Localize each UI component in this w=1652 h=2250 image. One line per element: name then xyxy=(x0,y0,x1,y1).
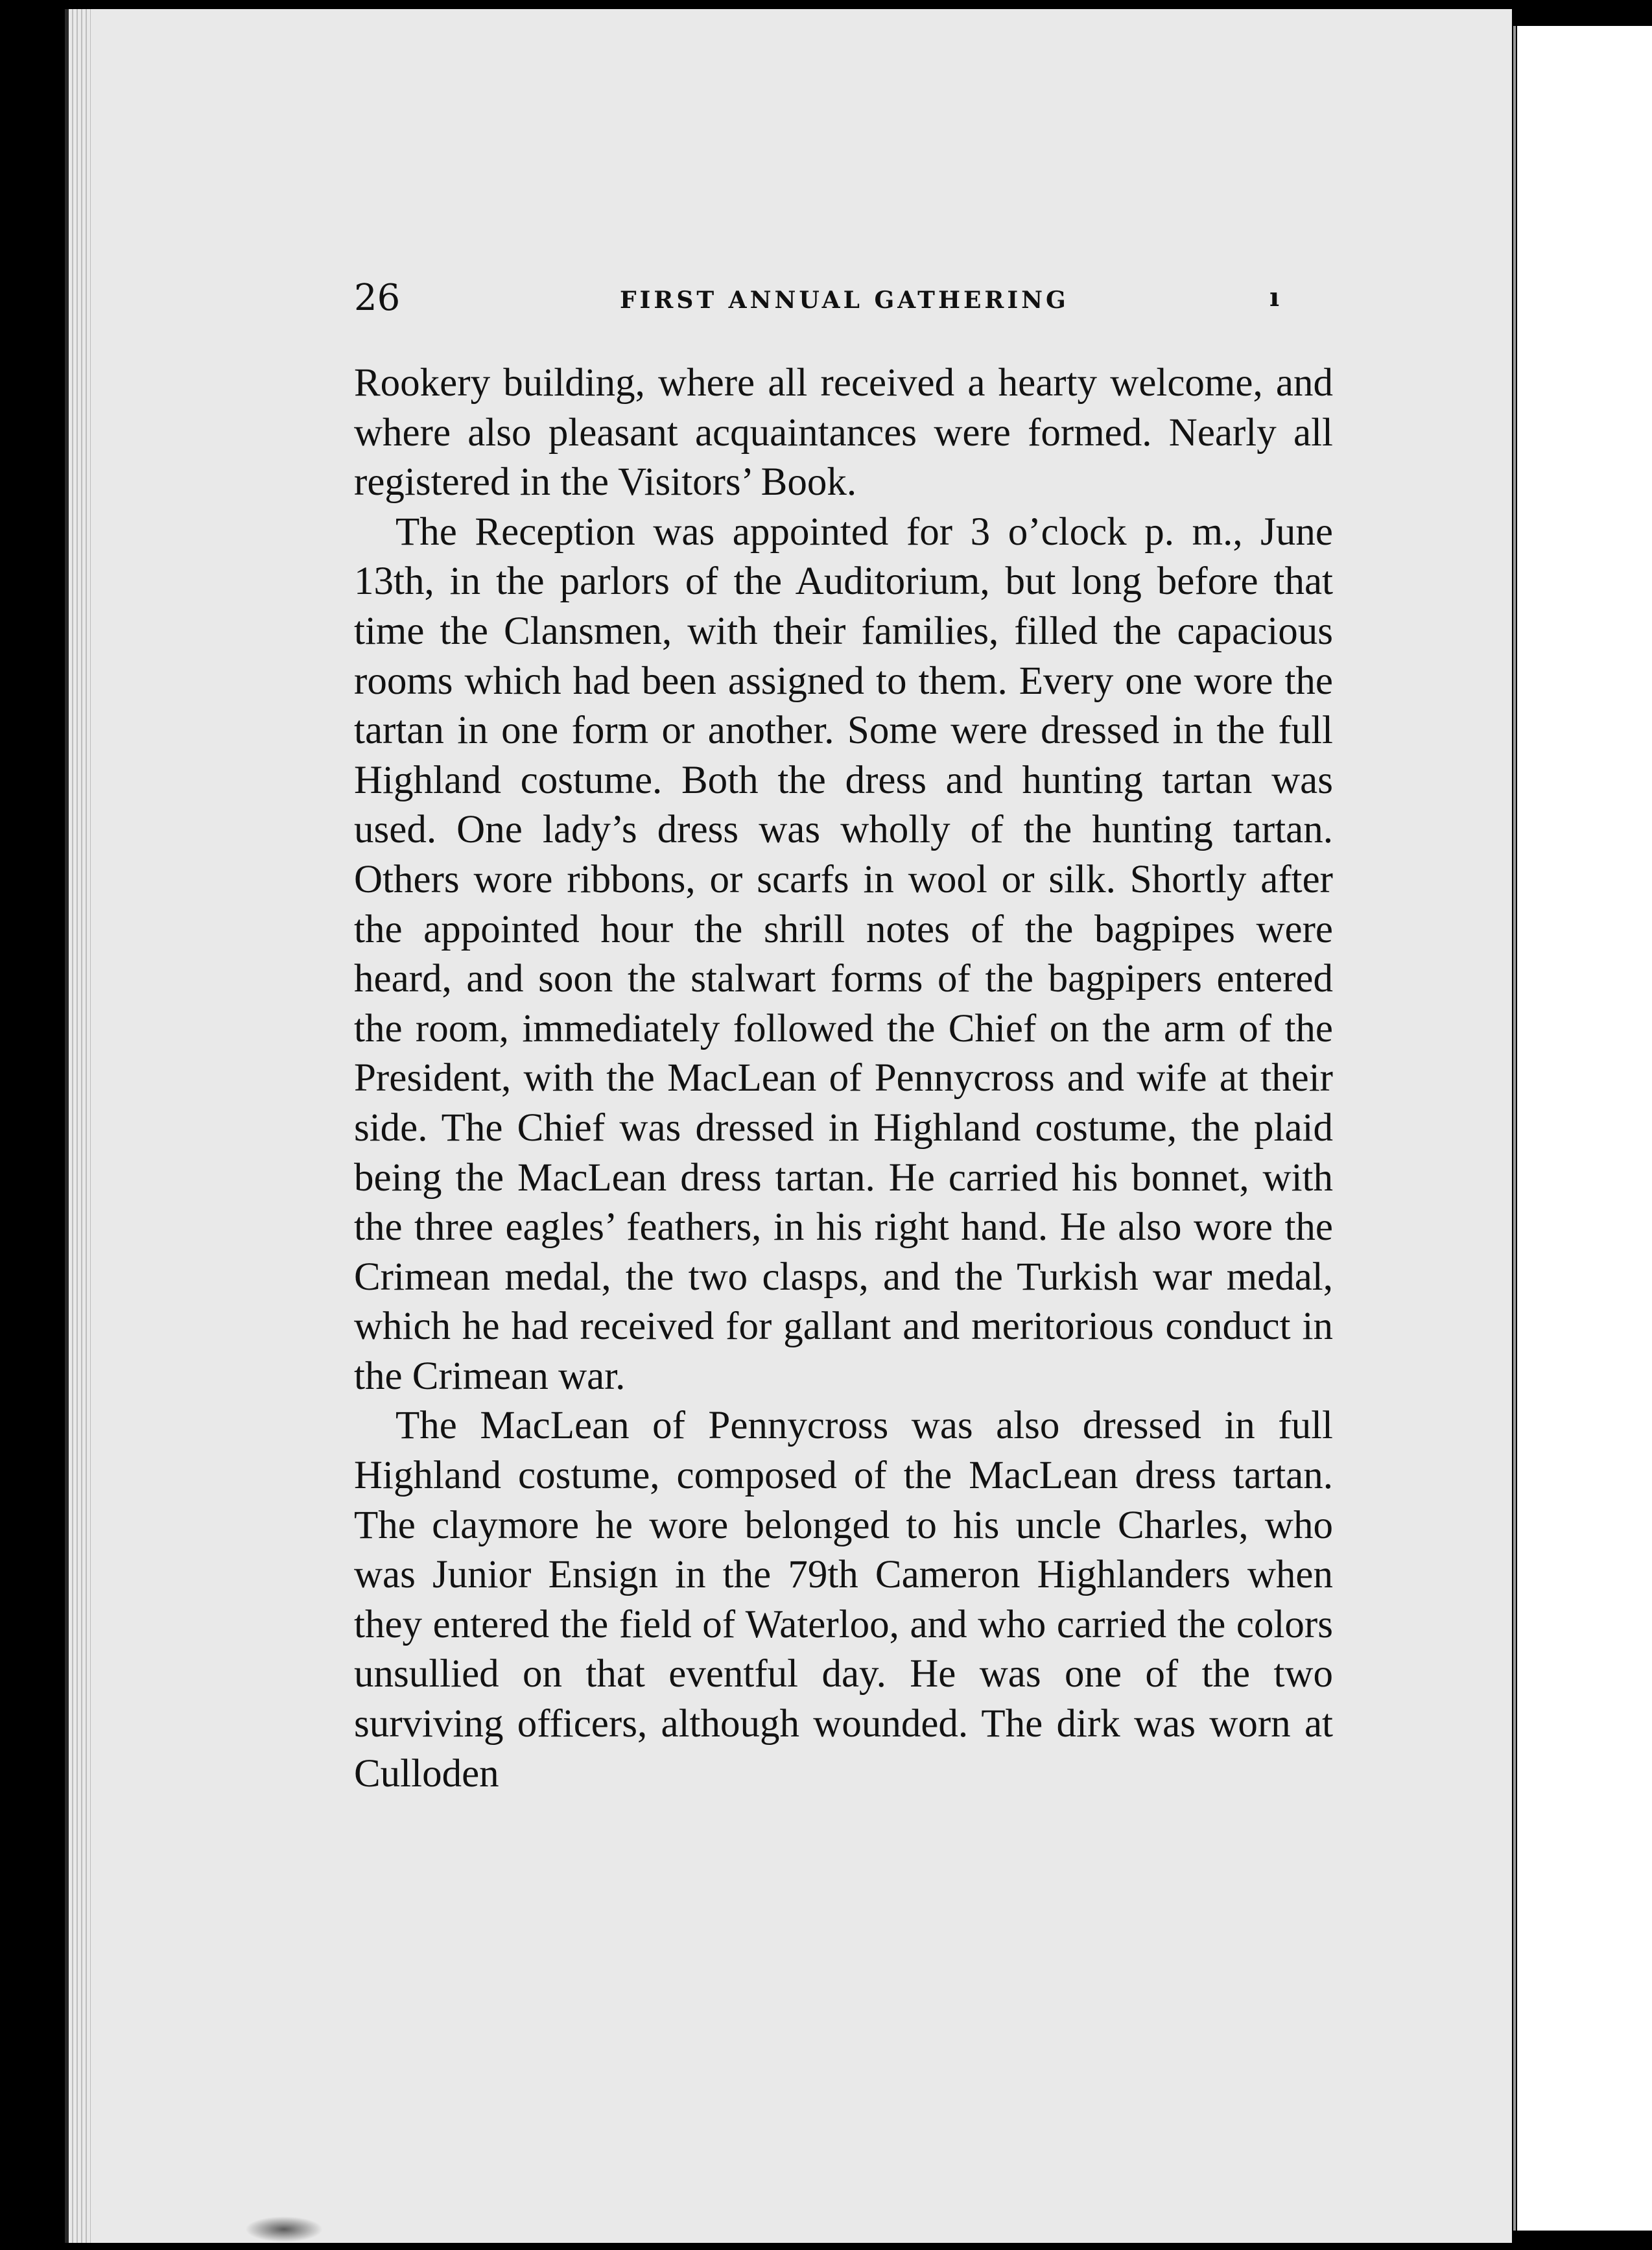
paragraph-2: The Reception was appointed for 3 o’clock p. m., June 13th, in the parlors of the Auditorium, but long before that time the Clansmen, with their families, filled the capacious rooms which had been assigned to them. Every one wore the tartan in one form or another. Some were dressed in the full Highland costume. Both the dress and hunting tartan was used. One lady’s dress was wholly of the hunting tartan. Others wore ribbons, or scarfs in wool or silk. Shortly after the appointed hour the shrill notes of the bagpipes were heard, and soon the stalwart forms of the bagpipers entered the room, immediately followed the Chief on the arm of the President, with the MacLean of Pennycross and wife at their side. The Chief was dressed in Highland costume, the plaid being the MacLean dress tartan. He carried his bonnet, with the three eagles’ feathers, in his right hand. He also wore the Crimean medal, the two clasps, and the Turkish war medal, which he had received for gallant and meritorious conduct in the Crimean war. xyxy=(354,510,1333,1398)
paragraph-3: The MacLean of Pennycross was also dressed in full Highland costume, composed of the MacLean dress tartan. The claymore he wore belonged to his uncle Charles, who was Junior Ensign in the 79th Cameron Highlanders when they entered the field of Waterloo, and who carried the colors unsullied on that eventful day. He was one of the two surviving officers, although wounded. The dirk was worn at Culloden xyxy=(354,1404,1333,1795)
scan-stain xyxy=(245,2216,323,2242)
body-text xyxy=(354,359,1333,1799)
page-number: 26 xyxy=(354,277,401,319)
facing-page-paper xyxy=(1517,26,1652,2231)
header-mark: ı xyxy=(1269,282,1280,313)
running-title: FIRST ANNUAL GATHERING xyxy=(620,287,1069,314)
gutter-line xyxy=(1513,26,1516,2231)
running-header xyxy=(354,278,1327,319)
page-edge xyxy=(69,9,91,2243)
paragraph-1: Rookery building, where all received a hearty welcome, and where also pleasant acquaintances were formed. Nearly all registered in the Visitors’ Book. xyxy=(354,361,1333,504)
